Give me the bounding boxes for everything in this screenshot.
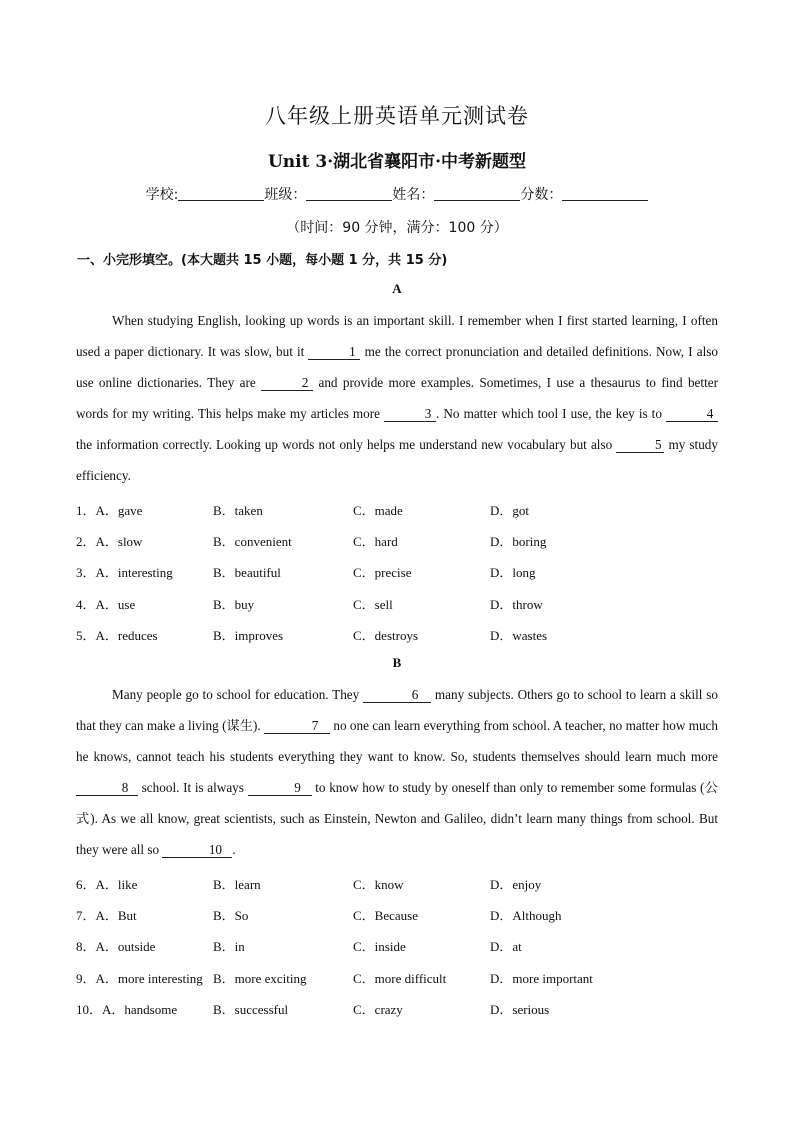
page-title: 八年级上册英语单元测试卷 <box>265 104 529 128</box>
question-row-6 <box>76 874 736 905</box>
question-row-4 <box>76 594 736 625</box>
option-d[interactable]: D．wastes <box>490 627 548 643</box>
option-b[interactable]: B．convenient <box>213 534 292 550</box>
option-b[interactable]: B．learn <box>213 877 261 892</box>
passage-text: Many people go to school for education. They <box>112 687 364 702</box>
blank-10[interactable]: 10 <box>162 843 232 858</box>
option-a[interactable]: 8．A．outside <box>76 939 156 955</box>
option-b[interactable]: B．beautiful <box>213 565 281 581</box>
question-row-1 <box>76 500 736 531</box>
option-d[interactable]: D．enjoy <box>490 877 542 892</box>
option-a[interactable]: 3．A．interesting <box>76 565 173 581</box>
option-a[interactable]: 5．A．reduces <box>76 627 158 643</box>
option-a[interactable]: 1．A．gave <box>76 503 143 518</box>
option-d[interactable]: D．boring <box>490 534 547 550</box>
passage-b <box>76 679 718 865</box>
passage-a <box>76 305 718 491</box>
blank-4[interactable]: 4 <box>666 407 718 422</box>
blank-6[interactable]: 6 <box>363 688 431 703</box>
passage-text: no one can learn everything from school. A teacher, no matter how much he knows, cannot teach his students everything they want to know. So, students themselves should learn much more <box>76 718 718 764</box>
option-b[interactable]: B．buy <box>213 596 255 612</box>
blank-7[interactable]: 7 <box>264 719 330 734</box>
passage-text: and provide more examples. Sometimes, I use a thesaurus to find better words for my writing. This helps make my articles more <box>76 375 718 421</box>
options-a <box>76 500 736 656</box>
option-a[interactable]: 7．A．But <box>76 908 137 924</box>
blank-8[interactable]: 8 <box>76 781 138 796</box>
blank-1[interactable]: 1 <box>308 345 360 360</box>
option-b[interactable]: B．more exciting <box>213 970 307 986</box>
option-d[interactable]: D．long <box>490 565 536 581</box>
passage-text: to know how to study by oneself than only to remember some formulas (公式). As we all know, great scientists, such as Einstein, Newton and Galileo, didn’t learn many things from school. But they were all so <box>76 780 718 857</box>
time-note: （时间：90 分钟，满分：100 分） <box>286 220 508 236</box>
option-b[interactable]: B．successful <box>213 1001 289 1017</box>
option-d[interactable]: D．serious <box>490 1001 550 1017</box>
option-b[interactable]: B．improves <box>213 627 284 643</box>
option-b[interactable]: B．So <box>213 908 249 924</box>
option-a[interactable]: 2．A．slow <box>76 534 143 550</box>
option-d[interactable]: D．throw <box>490 596 543 612</box>
passage-a-label: A <box>392 281 402 296</box>
option-b[interactable]: B．in <box>213 939 245 955</box>
passage-b-label: B <box>392 655 402 670</box>
passage-text: When studying English, looking up words is an important skill. I remember when I first started learning, I often used a paper dictionary. It was slow, but it <box>76 313 718 359</box>
question-row-7 <box>76 905 736 936</box>
passage-text: my study efficiency. <box>76 437 718 483</box>
passage-text: school. It is always <box>138 780 248 795</box>
student-info-line <box>0 184 794 204</box>
passage-text: me the correct pronunciation and detailed definitions. Now, I also use online dictionaries. They are <box>76 344 718 390</box>
question-row-10 <box>76 999 736 1030</box>
options-b <box>76 874 736 1030</box>
blank-2[interactable]: 2 <box>261 376 313 391</box>
name-label: 姓名： <box>392 187 435 203</box>
option-c[interactable]: C．sell <box>353 596 393 612</box>
option-c[interactable]: C．precise <box>353 565 412 581</box>
passage-a-text <box>76 305 718 491</box>
name-blank[interactable] <box>434 186 520 201</box>
blank-3[interactable]: 3 <box>384 407 436 422</box>
option-c[interactable]: C．more difficult <box>353 970 447 986</box>
option-a[interactable]: 4．A．use <box>76 596 136 612</box>
option-d[interactable]: D．Although <box>490 908 562 924</box>
option-a[interactable]: 9．A．more interesting <box>76 970 203 986</box>
option-c[interactable]: C．made <box>353 503 403 518</box>
question-row-8 <box>76 936 736 967</box>
option-a[interactable]: 10．A．handsome <box>76 1001 178 1017</box>
option-d[interactable]: D．got <box>490 503 530 518</box>
passage-text: many subjects. Others go to school to learn a skill so that they can make a living (谋生). <box>76 687 718 733</box>
option-c[interactable]: C．Because <box>353 908 418 924</box>
option-b[interactable]: B．taken <box>213 503 263 518</box>
question-row-9 <box>76 968 736 999</box>
school-blank[interactable] <box>178 186 264 201</box>
question-row-3 <box>76 562 736 593</box>
option-c[interactable]: C．inside <box>353 939 406 955</box>
passage-text: . <box>232 842 236 857</box>
passage-text: the information correctly. Looking up words not only helps me understand new vocabulary but also <box>76 437 617 452</box>
question-row-2 <box>76 531 736 562</box>
score-label: 分数： <box>520 187 563 203</box>
section-title: 一、小完形填空。(本大题共 15 小题，每小题 1 分，共 15 分) <box>77 253 448 268</box>
option-a[interactable]: 6．A．like <box>76 877 138 892</box>
option-c[interactable]: C．know <box>353 877 404 892</box>
option-c[interactable]: C．destroys <box>353 627 419 643</box>
class-label: 班级： <box>264 187 307 203</box>
option-c[interactable]: C．hard <box>353 534 398 550</box>
option-c[interactable]: C．crazy <box>353 1001 403 1017</box>
option-d[interactable]: D．more important <box>490 970 593 986</box>
passage-b-text <box>76 679 718 865</box>
score-blank[interactable] <box>562 186 648 201</box>
page-subtitle: Unit 3·湖北省襄阳市·中考新题型 <box>267 152 527 172</box>
school-label: 学校: <box>145 187 179 203</box>
question-row-5 <box>76 625 736 656</box>
blank-9[interactable]: 9 <box>248 781 312 796</box>
passage-text: . No matter which tool I use, the key is to <box>436 406 666 421</box>
option-d[interactable]: D．at <box>490 939 522 955</box>
class-blank[interactable] <box>306 186 392 201</box>
blank-5[interactable]: 5 <box>616 438 664 453</box>
